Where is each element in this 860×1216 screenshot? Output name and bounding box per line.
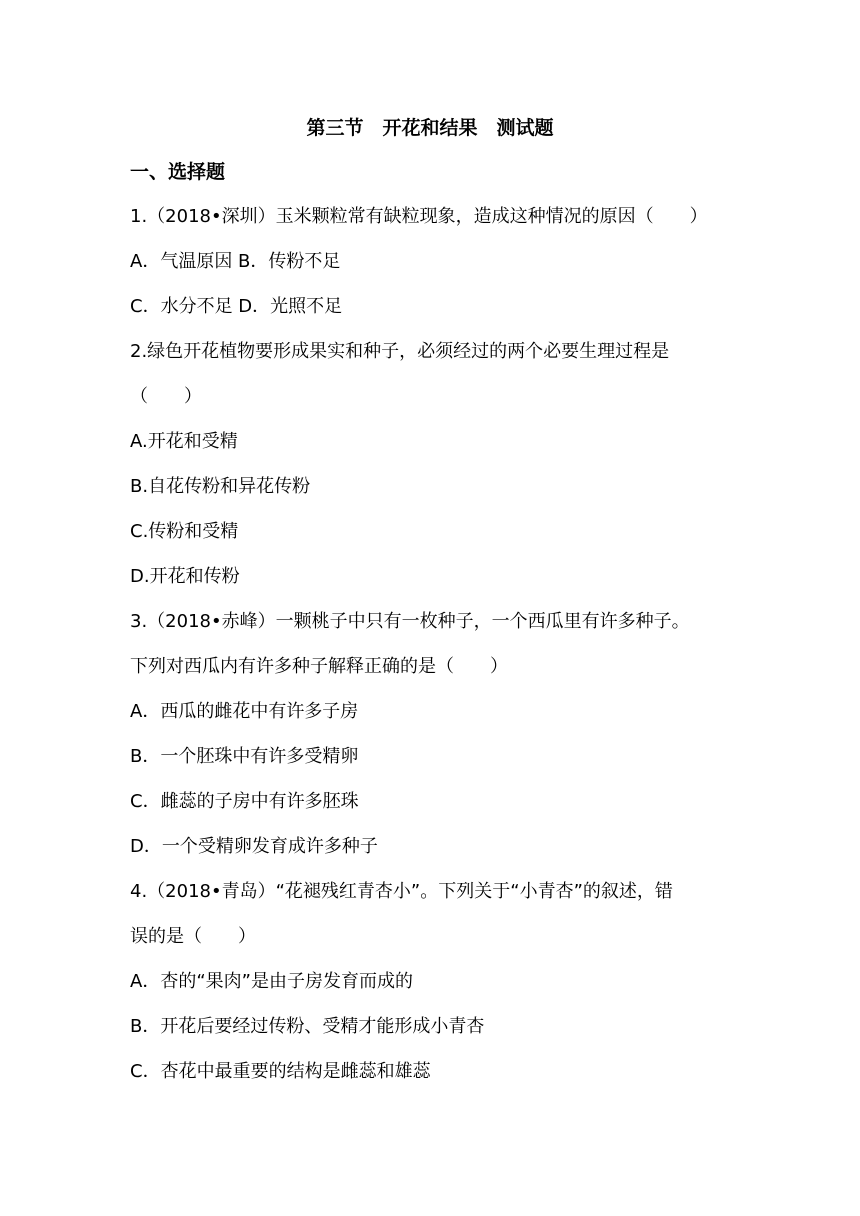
question-3-option-a: A．西瓜的雌花中有许多子房 bbox=[130, 701, 359, 722]
question-3-stem: 3.（2018•赤峰）一颗桃子中只有一枚种子，一个西瓜里有许多种子。 bbox=[130, 611, 690, 632]
question-2-option-a: A.开花和受精 bbox=[130, 431, 238, 452]
question-4-option-b: B．开花后要经过传粉、受精才能形成小青杏 bbox=[130, 1016, 485, 1037]
question-4-stem: 4.（2018•青岛）“花褪残红青杏小”。下列关于“小青杏”的叙述，错 bbox=[130, 881, 673, 902]
page-title: 第三节 开花和结果 测试题 bbox=[306, 117, 554, 139]
question-3-stem-continued: 下列对西瓜内有许多种子解释正确的是（ ） bbox=[130, 656, 508, 677]
question-2-option-b: B.自花传粉和异花传粉 bbox=[130, 476, 311, 497]
question-3-option-d: D．一个受精卵发育成许多种子 bbox=[130, 836, 378, 857]
question-4-stem-continued: 误的是（ ） bbox=[130, 926, 256, 947]
question-1-options-ab: A．气温原因 B．传粉不足 bbox=[130, 251, 341, 272]
question-4-option-c: C．杏花中最重要的结构是雌蕊和雄蕊 bbox=[130, 1061, 431, 1082]
question-1-options-cd: C．水分不足 D．光照不足 bbox=[130, 296, 343, 317]
question-2-stem-continued: （ ） bbox=[130, 386, 202, 407]
question-4-option-a: A．杏的“果肉”是由子房发育而成的 bbox=[130, 971, 413, 992]
question-2-option-c: C.传粉和受精 bbox=[130, 521, 239, 542]
question-3-option-b: B．一个胚珠中有许多受精卵 bbox=[130, 746, 359, 767]
section-heading: 一、选择题 bbox=[130, 161, 226, 183]
question-2-option-d: D.开花和传粉 bbox=[130, 566, 240, 587]
question-3-option-c: C．雌蕊的子房中有许多胚珠 bbox=[130, 791, 359, 812]
question-1-stem: 1.（2018•深圳）玉米颗粒常有缺粒现象，造成这种情况的原因（ ） bbox=[130, 206, 708, 227]
question-2-stem: 2.绿色开花植物要形成果实和种子，必须经过的两个必要生理过程是 bbox=[130, 341, 670, 362]
